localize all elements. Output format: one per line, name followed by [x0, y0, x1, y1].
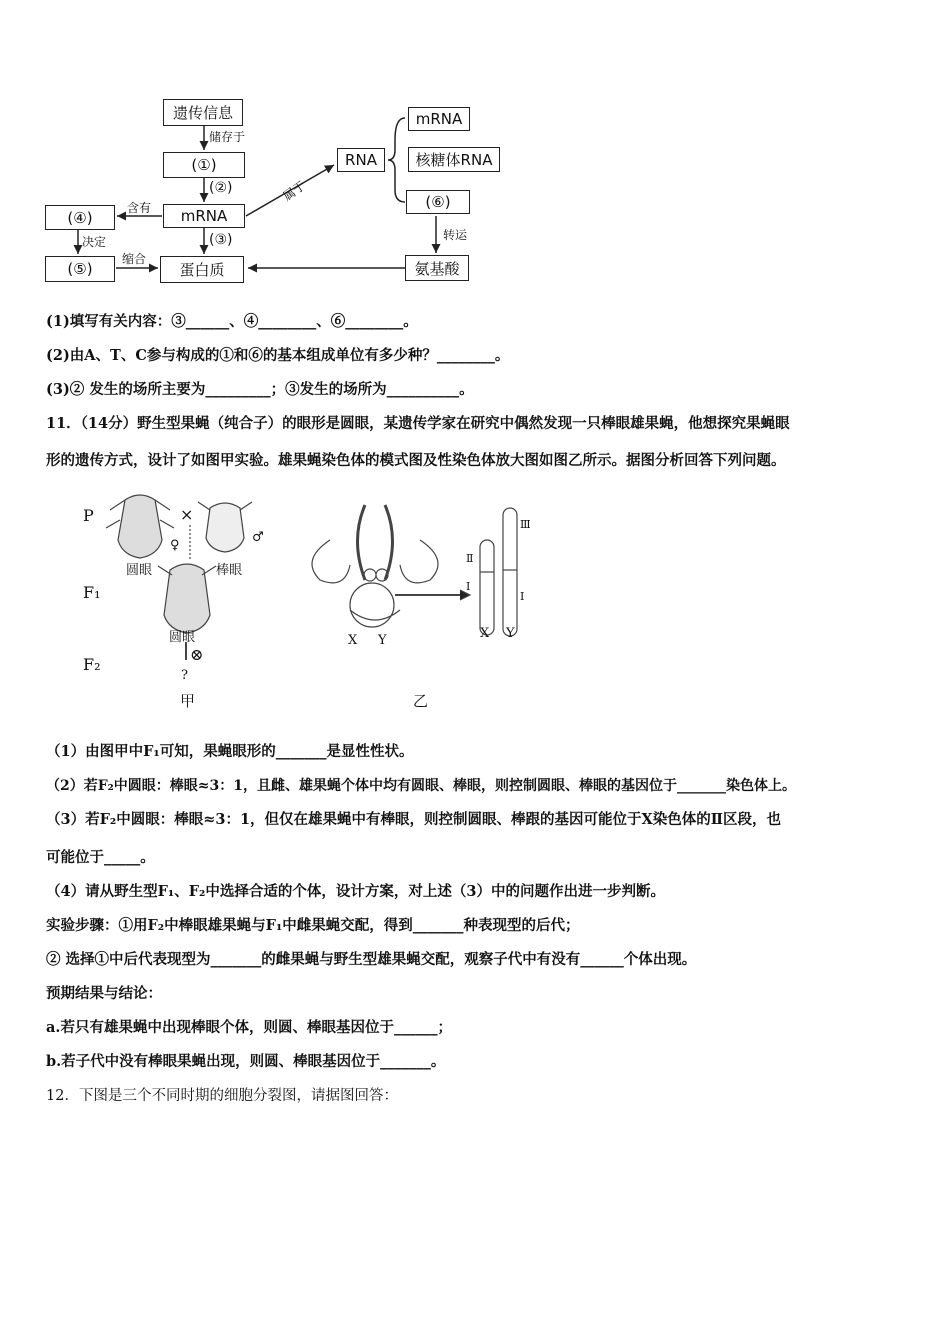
q11-q4: （4）请从野生型F₁、F₂中选择合适的个体，设计方案，对上述（3）中的问题作出进一步判断。: [46, 883, 665, 900]
fig-caption-yi: 乙: [413, 692, 429, 710]
q11-expect: 预期结果与结论：: [46, 985, 162, 1002]
box-2-label: (②): [209, 180, 233, 196]
q11-result-a: a.若只有雄果蝇中出现棒眼个体，则圆、棒眼基因位于______；: [46, 1019, 452, 1036]
mrna-center-box: mRNA: [163, 204, 245, 228]
brace: [388, 118, 405, 202]
q11-q1: （1）由图甲中F₁可知，果蝇眼形的_______是显性性状。: [46, 743, 414, 760]
bar-eye-label-p: 棒眼: [216, 563, 243, 578]
stored-in-label: 储存于: [209, 130, 246, 144]
question-mark: ?: [181, 668, 188, 683]
genetic-info-box: 遗传信息: [163, 99, 243, 126]
q11-step1: 实验步骤：①用F₂中棒眼雄果蝇与F₁中雌果蝇交配，得到_______种表现型的后代；: [46, 917, 580, 934]
box-6: (⑥): [406, 190, 470, 214]
fly-drawings: [0, 480, 950, 720]
box-1: (①): [163, 152, 245, 178]
region-I-left-label: Ⅰ: [466, 580, 471, 593]
q10-part2: (2)由A、T、C参与构成的①和⑥的基本组成单位有多少种？________。: [46, 347, 510, 364]
chrom-label-Y: Y: [378, 633, 387, 648]
cross-symbol: ×: [180, 505, 194, 524]
transport-label: 转运: [443, 228, 468, 242]
belongs-label: 属于: [280, 178, 309, 204]
region-II-label: Ⅱ: [466, 552, 474, 565]
enlarged-label-X: X: [480, 626, 490, 641]
fig-label-F1: F₁: [83, 583, 101, 602]
region-I-right-label: Ⅰ: [520, 590, 525, 603]
q10-part1: (1)填写有关内容：③______、④________、⑥________。: [46, 313, 418, 330]
box-4: (④): [45, 205, 115, 230]
enlarged-label-Y: Y: [506, 626, 515, 641]
region-III-label: Ⅲ: [520, 518, 531, 531]
condense-label: 缩合: [122, 252, 147, 266]
box-5: (⑤): [45, 256, 115, 282]
protein-box: 蛋白质: [160, 256, 244, 283]
fig-label-P: P: [83, 506, 94, 525]
q11-intro-line1: 11．（14分）野生型果蝇（纯合子）的眼形是圆眼，某遗传学家在研究中偶然发现一只棒眼雄果蝇，他想探究果蝇眼: [46, 415, 790, 432]
q11-intro-line2: 形的遗传方式，设计了如图甲实验。雄果蝇染色体的模式图及性染色体放大图如图乙所示。据图分析回答下列问题。: [46, 452, 786, 469]
rna-box: RNA: [337, 148, 385, 172]
q10-part3: (3)② 发生的场所主要为_________；③发生的场所为__________。: [46, 381, 474, 398]
contains-label: 含有: [127, 201, 152, 215]
decides-label: 决定: [82, 235, 107, 249]
mrna-right-box: mRNA: [408, 107, 470, 131]
box-3-label: (③): [209, 232, 233, 248]
q11-result-b: b.若子代中没有棒眼果蝇出现，则圆、棒眼基因位于_______。: [46, 1053, 446, 1070]
q12-text: 12．下图是三个不同时期的细胞分裂图，请据图回答：: [46, 1088, 398, 1104]
self-cross-symbol: ⊗: [190, 645, 204, 664]
rrna-box: 核糖体RNA: [408, 147, 500, 172]
amino-acid-box: 氨基酸: [405, 255, 469, 281]
q11-q2: （2）若F₂中圆眼：棒眼≈3：1，且雌、雄果蝇个体中均有圆眼、棒眼，则控制圆眼、棒眼的基因位于_______染色体上。: [46, 778, 797, 794]
round-eye-label-f1: 圆眼: [169, 630, 196, 645]
fig-caption-jia: 甲: [180, 692, 196, 710]
chrom-label-X: X: [348, 633, 358, 648]
round-eye-label-p: 圆眼: [126, 563, 153, 578]
q11-q3-line2: 可能位于_____。: [46, 849, 155, 866]
female-symbol: ♀: [170, 538, 180, 553]
q11-q3-line1: （3）若F₂中圆眼：棒眼≈3：1，但仅在雄果蝇中有棒眼，则控制圆眼、棒跟的基因可能位于X染色体的Ⅱ区段，也: [46, 811, 782, 828]
q11-step2: ② 选择①中后代表现型为_______的雌果蝇与野生型雄果蝇交配，观察子代中有没有______个体出现。: [46, 951, 697, 968]
fig-label-F2: F₂: [83, 655, 101, 674]
male-symbol: ♂: [252, 530, 264, 545]
